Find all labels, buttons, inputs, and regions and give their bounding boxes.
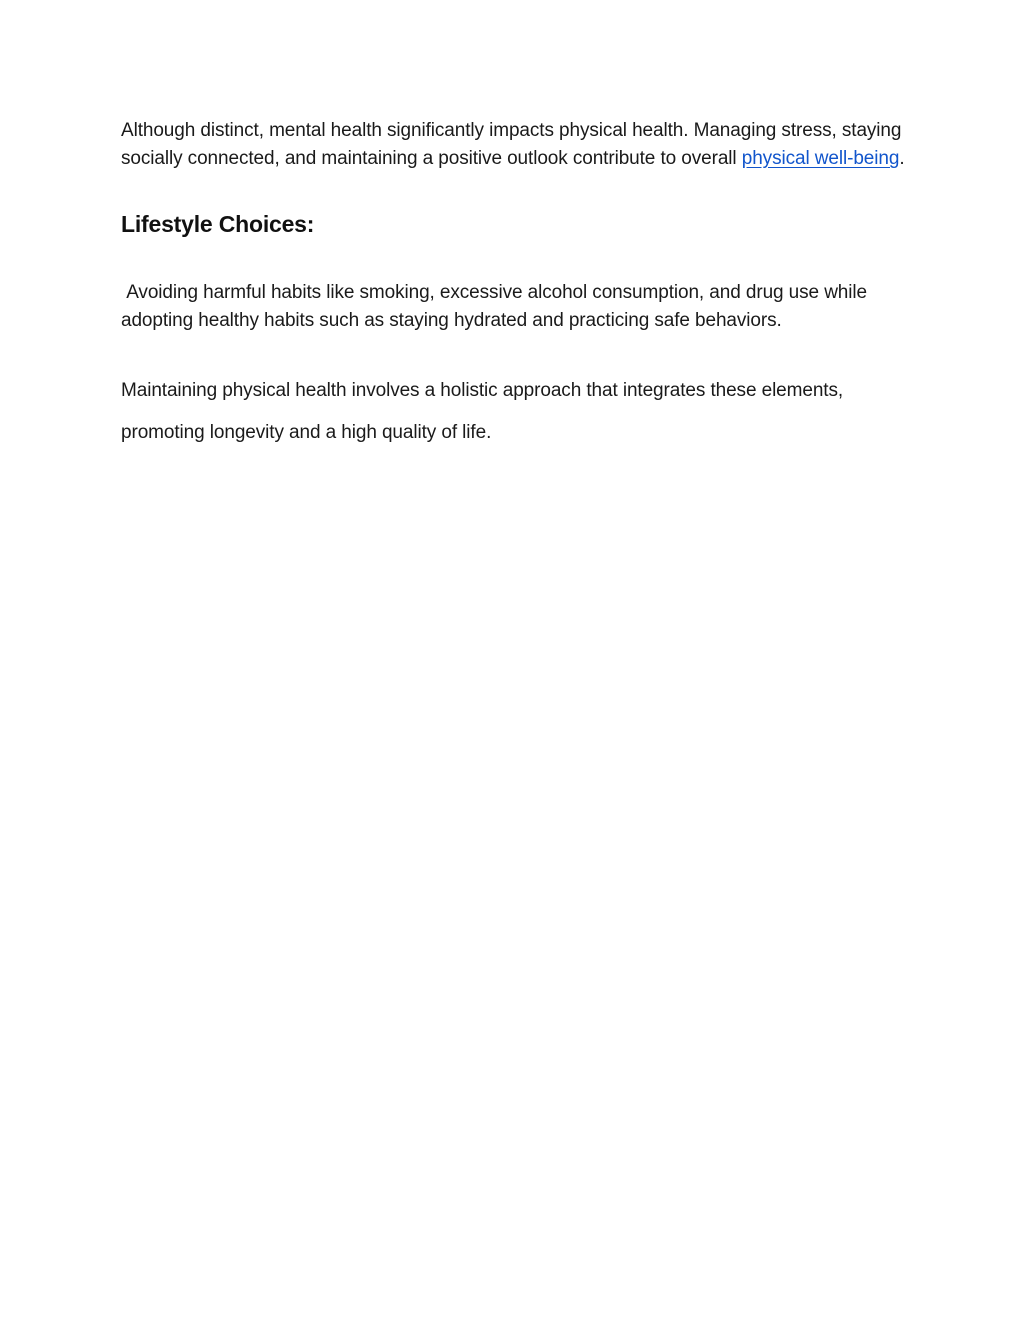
paragraph-conclusion: Maintaining physical health involves a holistic approach that integrates these elements, promoting longevity and a high quality of life. [121, 380, 844, 443]
paragraph-text: Although distinct, mental health significantly impacts physical health. Managing stress, staying socially connected, and maintaining a positive outlook contribute to overall [121, 120, 902, 169]
physical-well-being-link[interactable]: physical well-being [741, 148, 900, 169]
paragraph-lifestyle: Avoiding harmful habits like smoking, excessive alcohol consumption, and drug use while adopting healthy habits such as staying hydrated and practicing safe behaviors. [121, 282, 873, 331]
paragraph-mental-health [121, 117, 911, 173]
document-body [121, 117, 911, 454]
heading-lifestyle-choices: Lifestyle Choices: [121, 211, 315, 237]
paragraph-text-end: . [899, 148, 905, 169]
